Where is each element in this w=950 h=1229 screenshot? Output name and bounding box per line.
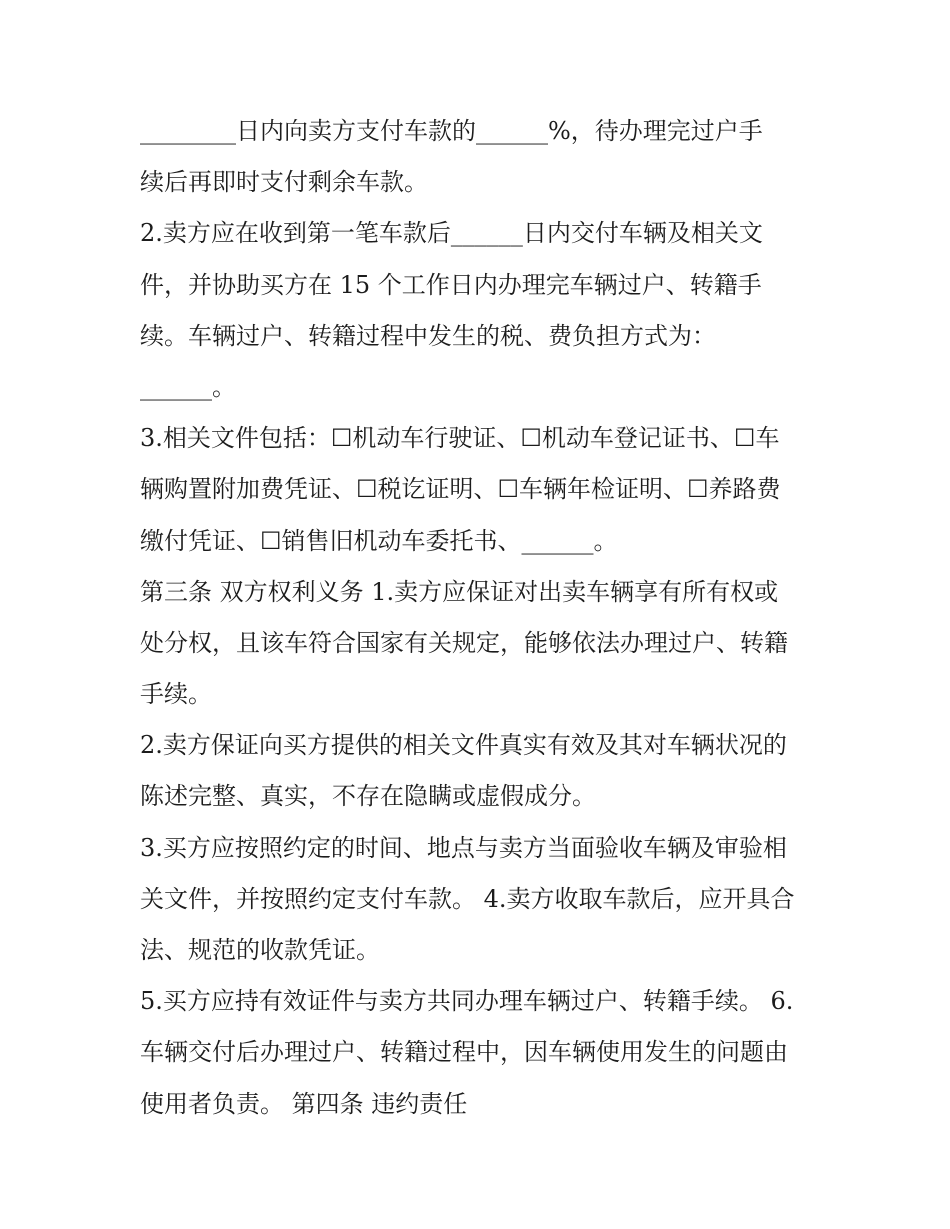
text-line: ______。 (140, 372, 236, 401)
text-line: 陈述完整、真实，不存在隐瞒或虚假成分。 (140, 782, 596, 811)
text-line: 缴付凭证、☐销售旧机动车委托书、______。 (140, 526, 618, 555)
text-line: 续。车辆过户、转籍过程中发生的税、费负担方式为： (140, 321, 716, 350)
text-line: 车辆交付后办理过户、转籍过程中，因车辆使用发生的问题由 (140, 1038, 788, 1067)
text-line: 件，并协助买方在 15 个工作日内办理完车辆过户、转籍手 (140, 270, 762, 299)
text-line: 2.卖方保证向买方提供的相关文件真实有效及其对车辆状况的 (140, 731, 787, 760)
text-line: 辆购置附加费凭证、☐税讫证明、☐车辆年检证明、☐养路费 (140, 475, 781, 504)
text-line: 法、规范的收款凭证。 (140, 936, 380, 964)
text-line: 关文件，并按照约定支付车款。 4.卖方收取车款后，应开具合 (140, 884, 795, 913)
text-line: 使用者负责。 第四条 违约责任 (140, 1089, 468, 1118)
text-line: 第三条 双方权利义务 1.卖方应保证对出卖车辆享有所有权或 (140, 577, 779, 606)
text-line: 2.卖方应在收到第一笔车款后______日内交付车辆及相关文 (140, 219, 763, 248)
text-line: 5.买方应持有效证件与卖方共同办理车辆过户、转籍手续。 6. (140, 987, 794, 1016)
text-line: 3.买方应按照约定的时间、地点与卖方当面验收车辆及审验相 (140, 833, 787, 862)
text-line: 续后再即时支付剩余车款。 (140, 168, 428, 197)
contract-text (140, 106, 830, 1130)
text-line: 处分权，且该车符合国家有关规定，能够依法办理过户、转籍 (140, 628, 788, 657)
text-line: 3.相关文件包括：☐机动车行驶证、☐机动车登记证书、☐车 (140, 424, 780, 453)
text-line: 手续。 (140, 680, 212, 709)
text-line: ________日内向卖方支付车款的______%，待办理完过户手 (140, 117, 763, 145)
